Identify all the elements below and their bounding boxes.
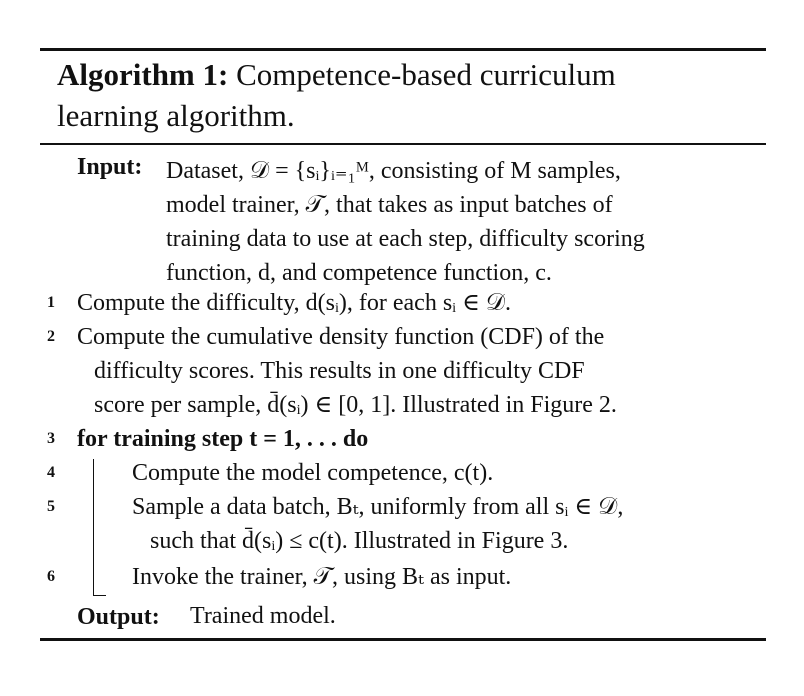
step-1-text: Compute the difficulty, d(sᵢ), for each sᵢ ∈ 𝒟. (77, 290, 512, 316)
input-line-1: Dataset, 𝒟 = {sᵢ}ᵢ₌₁ᴹ, consisting of M samples, (166, 158, 621, 184)
step-3-text: for training step t = 1, . . . do (77, 426, 369, 452)
line-number: 4 (47, 464, 55, 481)
title-text: Competence-based curriculum (236, 57, 616, 92)
bottom-rule (40, 638, 766, 641)
line-number: 2 (47, 328, 55, 345)
step-5-text: such that d̄(sᵢ) ≤ c(t). Illustrated in Figure 3. (150, 528, 569, 554)
step-2-text: Compute the cumulative density function (CDF) of the (77, 324, 605, 350)
output-text: Trained model. (190, 603, 336, 629)
step-2-text: difficulty scores. This results in one difficulty CDF (94, 358, 585, 384)
title-text-line2: learning algorithm. (57, 98, 295, 133)
step-5-text: Sample a data batch, Bₜ, uniformly from all sᵢ ∈ 𝒟, (132, 494, 624, 520)
step-4-text: Compute the model competence, c(t). (132, 460, 494, 486)
top-rule (40, 48, 766, 51)
title-rule (40, 143, 766, 145)
title-label: Algorithm 1: (57, 57, 229, 92)
line-number: 5 (47, 498, 55, 515)
input-line-2: model trainer, 𝒯, that takes as input batches of (166, 192, 613, 218)
input-line-3: training data to use at each step, difficulty scoring (166, 226, 645, 252)
line-number: 6 (47, 568, 55, 585)
line-number: 1 (47, 294, 55, 311)
step-2-text: score per sample, d̄(sᵢ) ∈ [0, 1]. Illustrated in Figure 2. (94, 392, 617, 418)
step-6-text: Invoke the trainer, 𝒯, using Bₜ as input. (132, 564, 512, 590)
loop-bracket (93, 459, 106, 596)
input-label: Input: (77, 154, 143, 180)
output-label: Output: (77, 604, 160, 630)
algorithm-title (57, 54, 757, 136)
input-line-4: function, d, and competence function, c. (166, 260, 552, 286)
line-number: 3 (47, 430, 55, 447)
